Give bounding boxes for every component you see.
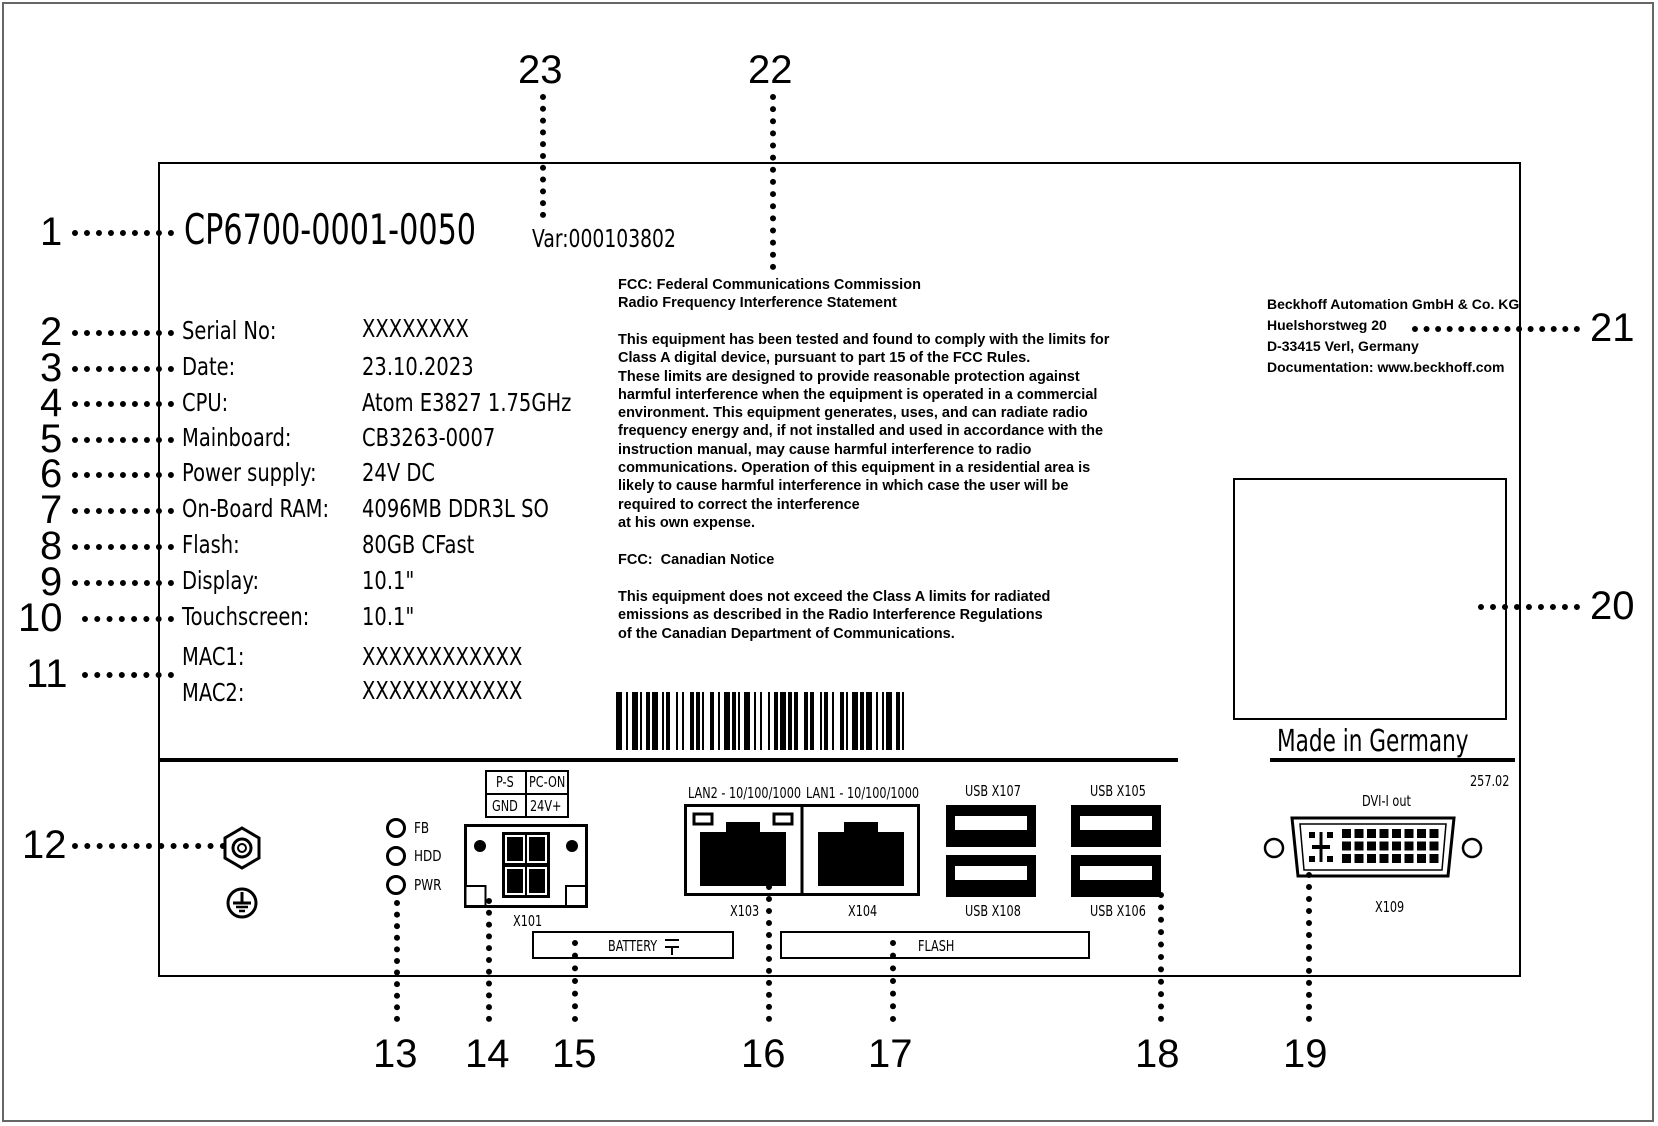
callout-9: 9: [40, 560, 63, 604]
barcode-bar: [666, 692, 670, 750]
leader-21: [1412, 326, 1580, 332]
led-hdd-label: HDD: [414, 847, 442, 865]
dvi-pin: [1417, 854, 1426, 863]
variant-number: Var:000103802: [532, 224, 676, 253]
dvi-pin: [1367, 842, 1376, 851]
usb-port-x107[interactable]: [945, 804, 1037, 848]
dvi-pin: [1430, 842, 1439, 851]
x103-label: X103: [730, 902, 760, 920]
barcode-bar: [788, 692, 792, 750]
callout-13: 13: [373, 1032, 418, 1076]
barcode-bar: [724, 692, 730, 750]
barcode-bar: [632, 692, 638, 750]
barcode-bar: [760, 692, 762, 750]
dvi-pin: [1430, 854, 1439, 863]
barcode-bar: [896, 692, 900, 750]
usb-x105-label: USB X105: [1090, 782, 1146, 800]
barcode-bar: [768, 692, 770, 750]
dvi-pin: [1405, 829, 1414, 838]
callout-22: 22: [748, 48, 793, 92]
barcode-bar: [882, 692, 884, 750]
barcode-bar: [852, 692, 858, 750]
model-number: CP6700-0001-0050: [184, 205, 477, 254]
grounding-screw-icon: [220, 826, 264, 870]
usb-port-x106[interactable]: [1070, 854, 1162, 898]
barcode-bar: [682, 692, 684, 750]
spec-label-flash: Flash:: [182, 530, 240, 559]
barcode-bar: [876, 692, 878, 750]
barcode-bar: [640, 692, 642, 750]
spec-value-power: 24V DC: [362, 458, 435, 487]
fcc-canadian-body: This equipment does not exceed the Class A limits for radiated emissions as described in the Radio Interference Regulations of the Canadian Department of Communications.: [618, 589, 1051, 642]
barcode-bar: [662, 692, 664, 750]
leader-19: [1306, 872, 1312, 1022]
barcode-bar: [738, 692, 740, 750]
usb-x106-label: USB X106: [1090, 902, 1146, 920]
leader-9: [72, 580, 174, 586]
leader-11: [82, 672, 174, 678]
callout-2: 2: [40, 310, 63, 354]
flash-label: FLASH: [918, 937, 955, 955]
barcode-bar: [702, 692, 704, 750]
callout-10: 10: [18, 596, 63, 640]
fcc-title-2: Radio Frequency Interference Statement: [618, 295, 897, 311]
dvi-pin: [1355, 829, 1364, 838]
fcc-title-1: FCC: Federal Communications Commission: [618, 277, 921, 293]
callout-1: 1: [40, 210, 63, 254]
dvi-pin: [1355, 842, 1364, 851]
leader-22: [770, 94, 776, 270]
manufacturer-street: Huelshorstweg 20: [1267, 317, 1387, 333]
dvi-pin: [1367, 854, 1376, 863]
spec-label-ram: On-Board RAM:: [182, 494, 330, 523]
barcode: [616, 692, 904, 750]
spec-value-serial: XXXXXXXX: [362, 314, 469, 343]
barcode-bar: [866, 692, 872, 750]
spec-value-display: 10.1": [362, 566, 415, 595]
callout-19: 19: [1283, 1032, 1328, 1076]
barcode-bar: [646, 692, 650, 750]
callout-18: 18: [1135, 1032, 1180, 1076]
label-divider: [158, 758, 1178, 762]
barcode-bar: [824, 692, 828, 750]
callout-3: 3: [40, 346, 63, 390]
pin-table-hline: [485, 793, 569, 795]
dvi-pin: [1342, 829, 1351, 838]
barcode-bar: [696, 692, 700, 750]
callout-23: 23: [518, 48, 563, 92]
dvi-label: DVI-I out: [1362, 792, 1411, 810]
callout-15: 15: [552, 1032, 597, 1076]
fcc-body: This equipment has been tested and found to comply with the limits for Class A digital device, pursuant to part 15 of the FCC Rules. These limits are designed to provide reasonable protection against harmful interference when the equipment is operated in a commercial environment. This equipment generates, uses, and can radiate radio frequency energy and, if not installed and used in accordance with the instruction manual, may cause harmful interference to radio communications. Operation of this equipment in a residential area is likely to cause harmful interference in which case the user will be required to correct the interference at his own expense.: [618, 332, 1110, 531]
dvi-pin: [1417, 829, 1426, 838]
callout-7: 7: [40, 488, 63, 532]
barcode-bar: [774, 692, 778, 750]
barcode-bar: [718, 692, 720, 750]
dvi-pin: [1417, 842, 1426, 851]
pin-gnd-label: GND: [492, 797, 518, 815]
spec-label-cpu: CPU:: [182, 388, 229, 417]
callout-14: 14: [465, 1032, 510, 1076]
led-hdd: [386, 846, 406, 866]
leader-7: [72, 508, 174, 514]
callout-11: 11: [26, 652, 68, 696]
dvi-pin: [1405, 854, 1414, 863]
leader-18: [1158, 892, 1164, 1022]
spec-label-date: Date:: [182, 352, 236, 381]
pin-ps-label: P-S: [496, 773, 514, 791]
x101-label: X101: [513, 912, 543, 930]
dvi-pin: [1392, 829, 1401, 838]
leader-10: [82, 616, 174, 622]
spec-value-mac1: XXXXXXXXXXXX: [362, 642, 523, 671]
battery-polarity-icon: [663, 936, 681, 956]
barcode-bar: [794, 692, 798, 750]
barcode-bar: [832, 692, 834, 750]
spec-label-mac1: MAC1:: [182, 642, 245, 671]
leader-14: [486, 898, 492, 1022]
pin-24v-label: 24V+: [530, 797, 562, 815]
barcode-bar: [846, 692, 848, 750]
pin-table-vline: [525, 770, 527, 818]
leader-1: [72, 230, 174, 236]
barcode-bar: [780, 692, 786, 750]
leader-8: [72, 544, 174, 550]
barcode-bar: [616, 692, 622, 750]
leader-20: [1478, 604, 1580, 610]
barcode-bar: [744, 692, 750, 750]
spec-value-touchscreen: 10.1": [362, 602, 415, 631]
dvi-port-x109[interactable]: [1262, 812, 1484, 882]
dvi-pin: [1380, 829, 1389, 838]
dvi-pin: [1392, 854, 1401, 863]
barcode-bar: [860, 692, 864, 750]
x109-label: X109: [1375, 898, 1405, 916]
callout-16: 16: [741, 1032, 786, 1076]
lan2-label: LAN2 - 10/100/1000: [688, 784, 802, 802]
blank-label-field: [1233, 478, 1507, 720]
power-connector-x101[interactable]: [464, 824, 588, 908]
barcode-bar: [886, 692, 892, 750]
barcode-bar: [626, 692, 628, 750]
spec-label-mainboard: Mainboard:: [182, 423, 292, 452]
leader-3: [72, 366, 174, 372]
callout-20: 20: [1590, 584, 1635, 628]
dvi-pin: [1367, 829, 1376, 838]
leader-23: [540, 94, 546, 218]
leader-4: [72, 401, 174, 407]
made-in-germany: Made in Germany: [1277, 724, 1469, 759]
lan2-port-x103[interactable]: [688, 808, 798, 892]
label-code: 257.02: [1470, 772, 1510, 790]
led-fb-label: FB: [414, 819, 430, 837]
barcode-bar: [690, 692, 694, 750]
leader-6: [72, 472, 174, 478]
usb-port-x105[interactable]: [1070, 804, 1162, 848]
lan1-label: LAN1 - 10/100/1000: [806, 784, 920, 802]
fcc-canadian-title: FCC: Canadian Notice: [618, 552, 775, 568]
spec-value-flash: 80GB CFast: [362, 530, 475, 559]
spec-value-date: 23.10.2023: [362, 352, 474, 381]
barcode-bar: [754, 692, 756, 750]
spec-label-serial: Serial No:: [182, 316, 277, 345]
battery-label: BATTERY: [608, 937, 658, 955]
manufacturer-name: Beckhoff Automation GmbH & Co. KG: [1267, 296, 1520, 312]
leader-15: [572, 940, 578, 1022]
usb-port-x108[interactable]: [945, 854, 1037, 898]
usb-x107-label: USB X107: [965, 782, 1021, 800]
leader-5: [72, 437, 174, 443]
dvi-pin: [1392, 842, 1401, 851]
lan1-port-x104[interactable]: [806, 808, 916, 892]
callout-17: 17: [868, 1032, 913, 1076]
led-pwr-label: PWR: [414, 876, 442, 894]
dvi-pin: [1380, 854, 1389, 863]
dvi-pin: [1380, 842, 1389, 851]
led-fb: [386, 818, 406, 838]
barcode-bar: [840, 692, 844, 750]
dvi-pin: [1405, 842, 1414, 851]
spec-value-ram: 4096MB DDR3L SO: [362, 494, 549, 523]
barcode-bar: [810, 692, 814, 750]
dvi-pin: [1430, 829, 1439, 838]
barcode-bar: [902, 692, 904, 750]
dvi-pin: [1342, 842, 1351, 851]
spec-label-display: Display:: [182, 566, 260, 595]
callout-5: 5: [40, 417, 63, 461]
leader-12: [72, 843, 226, 849]
ground-symbol-icon: [225, 886, 259, 920]
dvi-pin: [1355, 854, 1364, 863]
spec-label-power: Power supply:: [182, 458, 317, 487]
x104-label: X104: [848, 902, 878, 920]
callout-4: 4: [40, 381, 63, 425]
callout-21: 21: [1590, 306, 1635, 350]
spec-label-mac2: MAC2:: [182, 678, 245, 707]
barcode-bar: [804, 692, 808, 750]
callout-6: 6: [40, 452, 63, 496]
manufacturer-city: D-33415 Verl, Germany: [1267, 338, 1419, 354]
leader-2: [72, 330, 174, 336]
barcode-bar: [820, 692, 822, 750]
barcode-bar: [710, 692, 714, 750]
spec-value-mac2: XXXXXXXXXXXX: [362, 676, 523, 705]
callout-12: 12: [22, 823, 67, 867]
barcode-bar: [676, 692, 678, 750]
barcode-bar: [732, 692, 736, 750]
usb-x108-label: USB X108: [965, 902, 1021, 920]
led-pwr: [386, 875, 406, 895]
spec-label-touchscreen: Touchscreen:: [182, 602, 310, 631]
barcode-bar: [652, 692, 658, 750]
spec-value-cpu: Atom E3827 1.75GHz: [362, 388, 572, 417]
leader-17: [890, 940, 896, 1022]
dvi-pin: [1342, 854, 1351, 863]
callout-8: 8: [40, 524, 63, 568]
leader-13: [394, 900, 400, 1022]
leader-16: [766, 884, 772, 1022]
spec-value-mainboard: CB3263-0007: [362, 423, 496, 452]
pin-pcon-label: PC-ON: [529, 773, 566, 791]
manufacturer-documentation: Documentation: www.beckhoff.com: [1267, 359, 1505, 375]
